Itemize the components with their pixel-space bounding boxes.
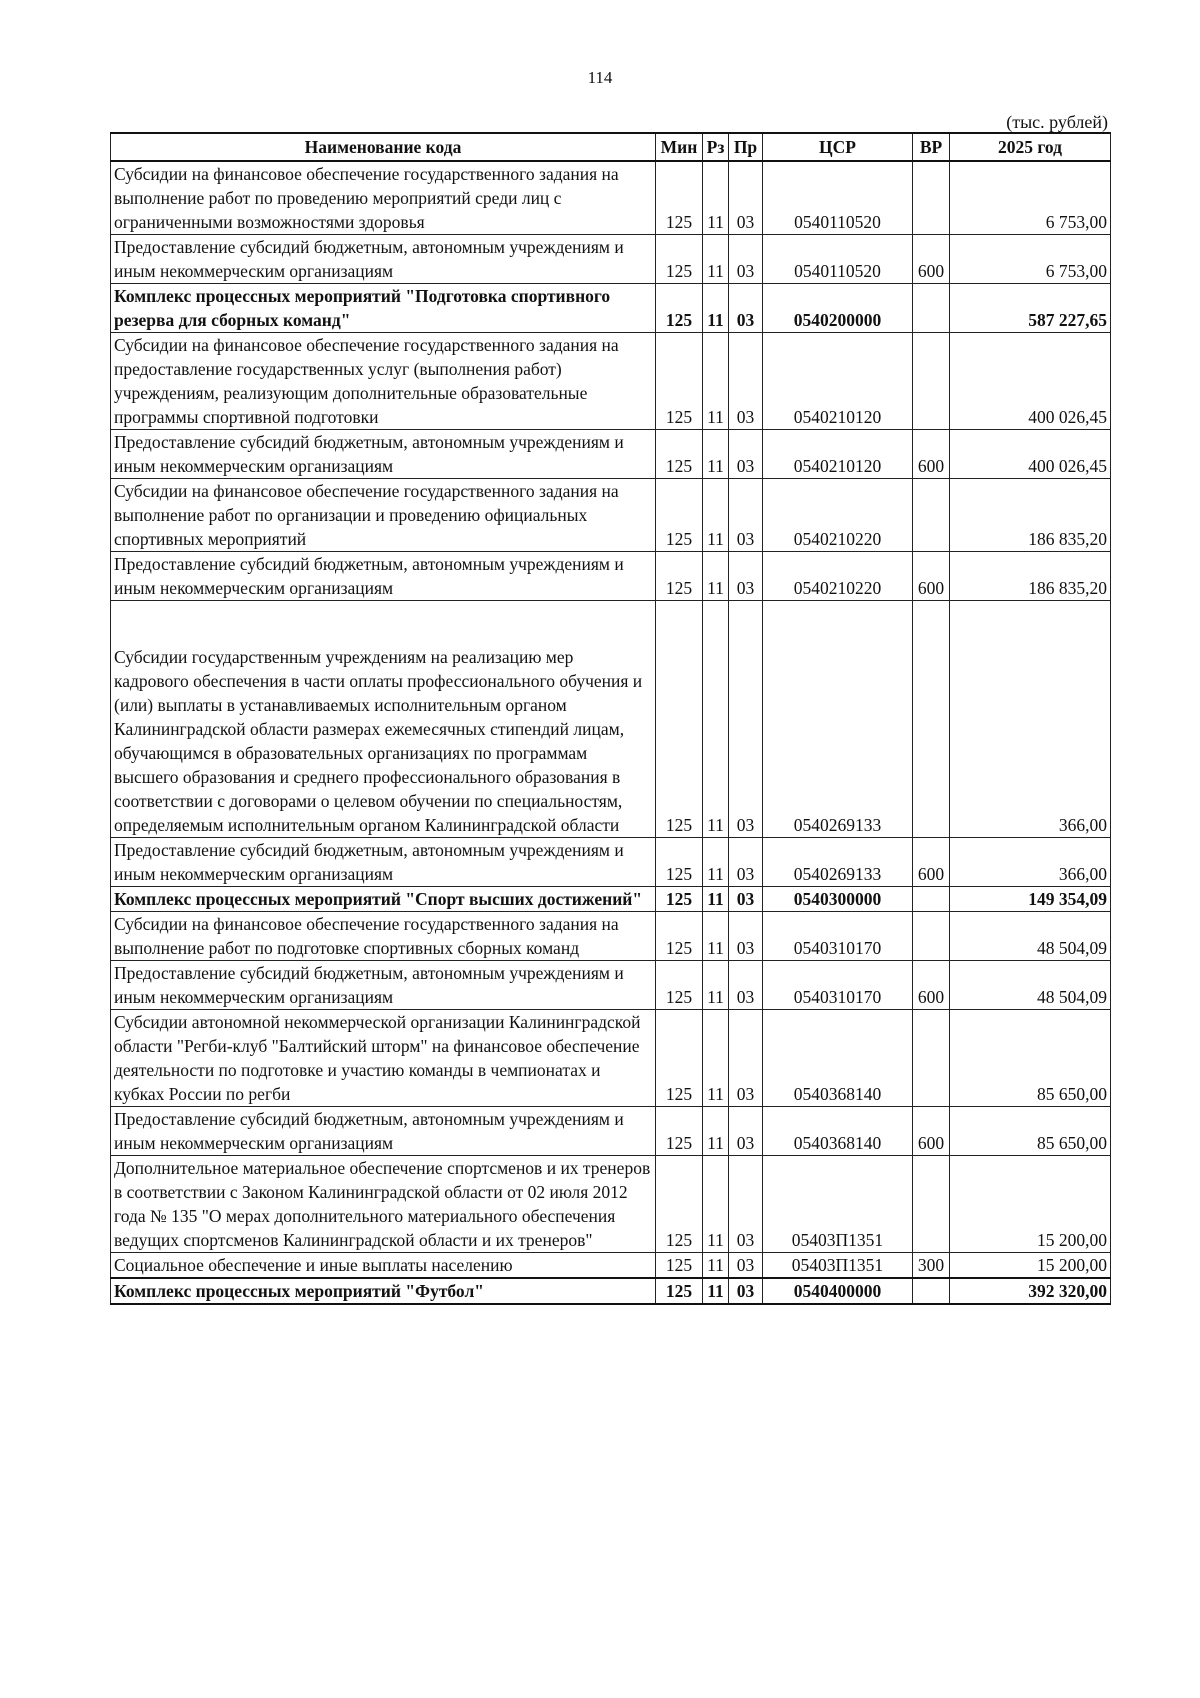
row-csr: 0540400000 bbox=[763, 1278, 913, 1304]
row-rz: 11 bbox=[703, 961, 729, 1010]
row-name: Субсидии на финансовое обеспечение государственного задания на выполнение работ по организации и проведению официальных спортивных мероприятий bbox=[111, 479, 656, 552]
table-row bbox=[111, 838, 1111, 887]
row-pr: 03 bbox=[729, 1107, 763, 1156]
row-rz: 11 bbox=[703, 284, 729, 333]
row-pr: 03 bbox=[729, 552, 763, 601]
table-row bbox=[111, 430, 1111, 479]
row-csr: 0540310170 bbox=[763, 912, 913, 961]
row-sum: 48 504,09 bbox=[950, 912, 1111, 961]
row-min: 125 bbox=[656, 1107, 703, 1156]
row-min: 125 bbox=[656, 838, 703, 887]
row-vr bbox=[913, 479, 950, 552]
row-pr: 03 bbox=[729, 961, 763, 1010]
row-min: 125 bbox=[656, 235, 703, 284]
row-csr: 0540110520 bbox=[763, 161, 913, 235]
row-sum: 366,00 bbox=[950, 838, 1111, 887]
row-name: Социальное обеспечение и иные выплаты населению bbox=[111, 1253, 656, 1279]
table-row bbox=[111, 333, 1111, 430]
row-rz: 11 bbox=[703, 1107, 729, 1156]
row-vr: 600 bbox=[913, 961, 950, 1010]
row-vr: 300 bbox=[913, 1253, 950, 1279]
row-sum: 392 320,00 bbox=[950, 1278, 1111, 1304]
row-pr: 03 bbox=[729, 479, 763, 552]
row-vr: 600 bbox=[913, 838, 950, 887]
budget-table bbox=[110, 132, 1111, 1305]
row-sum: 48 504,09 bbox=[950, 961, 1111, 1010]
row-pr: 03 bbox=[729, 430, 763, 479]
row-pr: 03 bbox=[729, 601, 763, 838]
row-csr: 0540210220 bbox=[763, 552, 913, 601]
row-name: Предоставление субсидий бюджетным, автономным учреждениям и иным некоммерческим организациям bbox=[111, 552, 656, 601]
table-row bbox=[111, 961, 1111, 1010]
row-vr bbox=[913, 1156, 950, 1253]
row-rz: 11 bbox=[703, 1253, 729, 1279]
row-pr: 03 bbox=[729, 838, 763, 887]
table-row bbox=[111, 1156, 1111, 1253]
row-sum: 587 227,65 bbox=[950, 284, 1111, 333]
row-rz: 11 bbox=[703, 887, 729, 912]
row-csr: 0540368140 bbox=[763, 1010, 913, 1107]
row-csr: 0540310170 bbox=[763, 961, 913, 1010]
row-pr: 03 bbox=[729, 1156, 763, 1253]
row-min: 125 bbox=[656, 333, 703, 430]
table-header-row bbox=[111, 133, 1111, 161]
row-sum: 6 753,00 bbox=[950, 235, 1111, 284]
table-row bbox=[111, 912, 1111, 961]
row-min: 125 bbox=[656, 284, 703, 333]
table-row bbox=[111, 161, 1111, 235]
row-csr: 0540210120 bbox=[763, 333, 913, 430]
row-sum: 186 835,20 bbox=[950, 552, 1111, 601]
row-pr: 03 bbox=[729, 1253, 763, 1279]
table-row bbox=[111, 601, 1111, 838]
row-vr bbox=[913, 1010, 950, 1107]
row-vr: 600 bbox=[913, 430, 950, 479]
row-vr bbox=[913, 333, 950, 430]
row-rz: 11 bbox=[703, 912, 729, 961]
table-row bbox=[111, 1010, 1111, 1107]
header-rz: Рз bbox=[703, 133, 729, 161]
row-sum: 85 650,00 bbox=[950, 1010, 1111, 1107]
row-sum: 400 026,45 bbox=[950, 430, 1111, 479]
row-pr: 03 bbox=[729, 887, 763, 912]
row-min: 125 bbox=[656, 552, 703, 601]
row-name: Комплекс процессных мероприятий "Подготовка спортивного резерва для сборных команд" bbox=[111, 284, 656, 333]
row-vr bbox=[913, 284, 950, 333]
row-sum: 15 200,00 bbox=[950, 1156, 1111, 1253]
row-name: Предоставление субсидий бюджетным, автономным учреждениям и иным некоммерческим организациям bbox=[111, 430, 656, 479]
row-csr: 0540269133 bbox=[763, 601, 913, 838]
row-csr: 0540110520 bbox=[763, 235, 913, 284]
row-sum: 400 026,45 bbox=[950, 333, 1111, 430]
row-rz: 11 bbox=[703, 333, 729, 430]
row-rz: 11 bbox=[703, 235, 729, 284]
row-min: 125 bbox=[656, 430, 703, 479]
row-vr bbox=[913, 161, 950, 235]
row-sum: 149 354,09 bbox=[950, 887, 1111, 912]
row-csr: 0540200000 bbox=[763, 284, 913, 333]
header-sum: 2025 год bbox=[950, 133, 1111, 161]
row-vr bbox=[913, 887, 950, 912]
row-rz: 11 bbox=[703, 479, 729, 552]
row-min: 125 bbox=[656, 1010, 703, 1107]
page-number: 114 bbox=[587, 68, 613, 87]
row-name: Комплекс процессных мероприятий "Спорт высших достижений" bbox=[111, 887, 656, 912]
table-row bbox=[111, 1107, 1111, 1156]
row-pr: 03 bbox=[729, 284, 763, 333]
row-csr: 05403П1351 bbox=[763, 1253, 913, 1279]
row-vr bbox=[913, 601, 950, 838]
row-pr: 03 bbox=[729, 1278, 763, 1304]
row-rz: 11 bbox=[703, 1156, 729, 1253]
header-pr: Пр bbox=[729, 133, 763, 161]
row-min: 125 bbox=[656, 961, 703, 1010]
row-min: 125 bbox=[656, 1156, 703, 1253]
row-pr: 03 bbox=[729, 912, 763, 961]
row-min: 125 bbox=[656, 912, 703, 961]
row-pr: 03 bbox=[729, 333, 763, 430]
row-name: Дополнительное материальное обеспечение спортсменов и их тренеров в соответствии с Законом Калининградской области от 02 июля 2012 года № 135 "О мерах дополнительного материального обеспечения ведущих спортсменов Калининградской области и их тренеров" bbox=[111, 1156, 656, 1253]
header-csr: ЦСР bbox=[763, 133, 913, 161]
row-rz: 11 bbox=[703, 601, 729, 838]
row-csr: 0540210120 bbox=[763, 430, 913, 479]
row-vr: 600 bbox=[913, 235, 950, 284]
row-csr: 0540269133 bbox=[763, 838, 913, 887]
row-rz: 11 bbox=[703, 1010, 729, 1107]
row-name: Предоставление субсидий бюджетным, автономным учреждениям и иным некоммерческим организациям bbox=[111, 235, 656, 284]
row-pr: 03 bbox=[729, 1010, 763, 1107]
row-min: 125 bbox=[656, 601, 703, 838]
row-vr: 600 bbox=[913, 1107, 950, 1156]
header-name: Наименование кода bbox=[111, 133, 656, 161]
table-row-section bbox=[111, 1278, 1111, 1304]
table-row bbox=[111, 479, 1111, 552]
header-min: Мин bbox=[656, 133, 703, 161]
table-row bbox=[111, 235, 1111, 284]
table-row bbox=[111, 552, 1111, 601]
row-rz: 11 bbox=[703, 430, 729, 479]
row-name: Субсидии автономной некоммерческой организации Калининградской области "Регби-клуб "Балтийский шторм" на финансовое обеспечение деятельности по подготовке и участию команды в чемпионатах и кубках России по регби bbox=[111, 1010, 656, 1107]
row-pr: 03 bbox=[729, 161, 763, 235]
table-row-section bbox=[111, 284, 1111, 333]
row-min: 125 bbox=[656, 1278, 703, 1304]
row-pr: 03 bbox=[729, 235, 763, 284]
row-vr bbox=[913, 1278, 950, 1304]
row-csr: 05403П1351 bbox=[763, 1156, 913, 1253]
row-name: Предоставление субсидий бюджетным, автономным учреждениям и иным некоммерческим организациям bbox=[111, 961, 656, 1010]
row-csr: 0540300000 bbox=[763, 887, 913, 912]
row-rz: 11 bbox=[703, 838, 729, 887]
row-rz: 11 bbox=[703, 1278, 729, 1304]
header-vr: ВР bbox=[913, 133, 950, 161]
table-row bbox=[111, 1253, 1111, 1279]
row-vr: 600 bbox=[913, 552, 950, 601]
row-name: Субсидии на финансовое обеспечение государственного задания на предоставление государственных услуг (выполнения работ) учреждениям, реализующим дополнительные образовательные программы спортивной подготовки bbox=[111, 333, 656, 430]
row-rz: 11 bbox=[703, 552, 729, 601]
row-name: Субсидии на финансовое обеспечение государственного задания на выполнение работ по подготовке спортивных сборных команд bbox=[111, 912, 656, 961]
table-row-section bbox=[111, 887, 1111, 912]
row-csr: 0540368140 bbox=[763, 1107, 913, 1156]
row-name: Предоставление субсидий бюджетным, автономным учреждениям и иным некоммерческим организациям bbox=[111, 1107, 656, 1156]
row-name: Субсидии на финансовое обеспечение государственного задания на выполнение работ по проведению мероприятий среди лиц с ограниченными возможностями здоровья bbox=[111, 161, 656, 235]
row-vr bbox=[913, 912, 950, 961]
row-min: 125 bbox=[656, 479, 703, 552]
row-sum: 85 650,00 bbox=[950, 1107, 1111, 1156]
row-csr: 0540210220 bbox=[763, 479, 913, 552]
row-min: 125 bbox=[656, 887, 703, 912]
row-sum: 366,00 bbox=[950, 601, 1111, 838]
row-rz: 11 bbox=[703, 161, 729, 235]
row-name: Предоставление субсидий бюджетным, автономным учреждениям и иным некоммерческим организациям bbox=[111, 838, 656, 887]
row-min: 125 bbox=[656, 1253, 703, 1279]
row-name: Комплекс процессных мероприятий "Футбол" bbox=[111, 1278, 656, 1304]
row-sum: 15 200,00 bbox=[950, 1253, 1111, 1279]
row-sum: 186 835,20 bbox=[950, 479, 1111, 552]
units-label: (тыс. рублей) bbox=[1006, 112, 1108, 132]
row-name: Субсидии государственным учреждениям на реализацию мер кадрового обеспечения в части оплаты профессионального обучения и (или) выплаты в устанавливаемых исполнительным органом Калининградской области размерах ежемесячных стипендий лицам, обучающимся в образовательных организациях по программам высшего образования и среднего профессионального образования в соответствии с договорами о целевом обучении по специальностям, определяемым исполнительным органом Калининградской области bbox=[111, 601, 656, 838]
row-min: 125 bbox=[656, 161, 703, 235]
row-sum: 6 753,00 bbox=[950, 161, 1111, 235]
